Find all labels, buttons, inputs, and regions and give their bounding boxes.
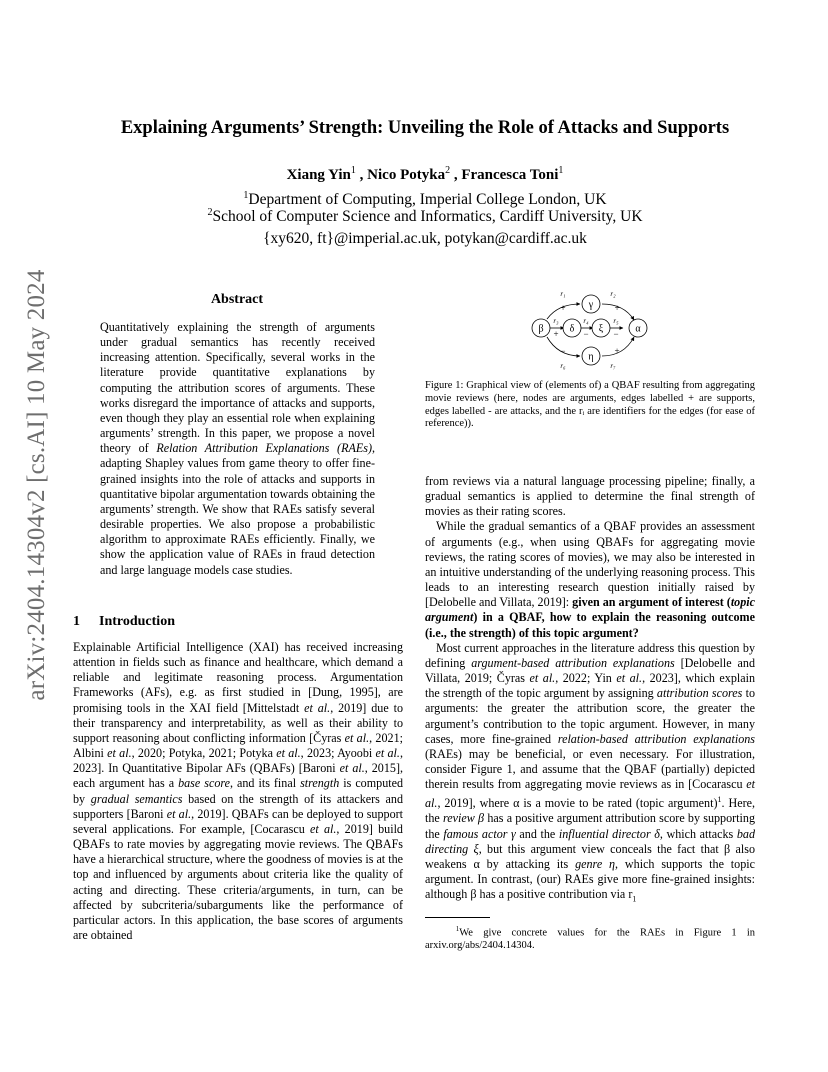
text-run: attribution scores (656, 686, 743, 701)
text-run: base score (178, 776, 230, 791)
label-r3: r₃ (553, 317, 559, 325)
text-run: relation-based attribution explanations (557, 731, 755, 746)
text-run: ) in a QBAF, how to explain the reasoning outcome (i.e., the strength) of this topic argument? (425, 610, 755, 640)
paper-title: Explaining Arguments’ Strength: Unveiling the Role of Attacks and Supports (120, 118, 730, 138)
node-eta-label: η (588, 351, 594, 363)
author-affiliation-mark: 2 (445, 165, 451, 176)
author-emails: {xy620, ft}@imperial.ac.uk, potykan@cardiff.ac.uk (263, 230, 587, 247)
footnote-divider (425, 917, 490, 918)
right-paragraph-1: from reviews via a natural language processing pipeline; finally, a gradual semantics is applied to determine the final strength of movies as their rating scores. (425, 474, 755, 519)
sign-r2: + (614, 303, 620, 313)
section-number: 1 (73, 614, 80, 629)
abstract-body (100, 320, 375, 578)
text-run: argument-based attribution explanations (471, 655, 675, 670)
right-paragraph-2: While the gradual semantics of a QBAF provides an assessment of arguments (e.g., when using QBAFs for aggregating movie reviews, the rating scores of movies), we may also be interested in an intuitive understanding of the underlying reasoning process. This leads to an interesting research question initially raised by [Delobelle and Villata, 2019]: given an argument of interest (topic argument) in a QBAF, how to explain the reasoning outcome (i.e., the strength) of this topic argument? (425, 519, 755, 640)
node-xi-label: ξ (598, 323, 604, 335)
author-name: Nico Potyka (367, 167, 446, 183)
sign-r6: − (560, 346, 566, 356)
label-r2: r₂ (610, 290, 616, 298)
author-list: Xiang Yin$^1$ , Nico Potyka$^2$ , Francesca Toni$^1$ (286, 165, 564, 183)
author-affiliation-mark: 1 (350, 165, 356, 176)
node-alpha-label: α (635, 323, 641, 335)
text-run: gradual semantics (90, 791, 183, 806)
text-run: et al. (304, 700, 331, 715)
section-heading-introduction (73, 614, 175, 630)
text-run: bad directing ξ (425, 826, 755, 856)
text-run: et al. (107, 746, 132, 761)
node-delta-label: δ (569, 323, 575, 335)
text-run: strength (300, 776, 340, 791)
text-run: et al. (310, 821, 337, 836)
sign-r1: + (560, 303, 566, 313)
text-run: topic argument (425, 595, 755, 625)
text-run: 1 (632, 894, 637, 904)
author-name: Francesca Toni (461, 167, 559, 183)
sign-r5: − (613, 329, 619, 339)
label-r6: r₆ (560, 362, 566, 370)
text-run: given an argument of interest ( (572, 595, 731, 610)
sign-r3: + (553, 329, 559, 339)
text-run: review β (443, 811, 485, 826)
text-run: genre η (575, 856, 616, 871)
sign-r7: + (614, 346, 620, 356)
section-title: Introduction (99, 614, 175, 629)
footnote (425, 923, 755, 953)
right-column-body (425, 474, 755, 907)
label-r7: r₇ (610, 362, 616, 370)
author-affiliation-mark: 1 (558, 165, 564, 176)
sign-r4: − (583, 329, 589, 339)
affiliation-2 (60, 207, 790, 226)
footnote-mark: 1 (455, 925, 460, 933)
text-run: Relation Attribution Explanations (RAEs) (156, 441, 372, 456)
text-run: et al. (344, 730, 370, 745)
arxiv-sidebar-stamp (18, 269, 56, 701)
text-run: 1 (717, 795, 722, 805)
text-run: et al. (166, 806, 192, 821)
affiliation-2-text: School of Computer Science and Informatics, Cardiff University, UK (212, 208, 643, 226)
text-run: et al. (375, 746, 400, 761)
label-r5: r₅ (613, 317, 619, 325)
introduction-paragraph: Explainable Artificial Intelligence (XAI) has received increasing attention in fields such as finance and healthcare, which demand a reliable and legitimate reasoning process. Argumentation Frameworks (AFs), e.g. as first studied in [Dung, 1995], are promising tools in the XAI field [Mittelstadt et al., 2019] due to their transparency and interpretability, as well as their ability to support reasoning about conflicting information [Čyras et al., 2021; Albini et al., 2020; Potyka, 2021; Potyka et al., 2023; Ayoobi et al., 2023]. In Quantitative Bipolar AFs (QBAFs) [Baroni et al., 2015], each argument has a base score, and its final strength is computed by gradual semantics based on the strength of its attackers and supporters [Baroni et al., 2019]. QBAFs can be deployed to support several applications. For example, [Cocarascu et al., 2019] build QBAFs to rate movies by aggregating movie reviews. The QBAFs have a hierarchical structure, where the goodness of movies is at the top and influenced by arguments about criteria like the quality of acting and directing. These criteria/arguments, in turn, can be affected by subcriteria/subarguments like the performance of particular actors. In this application, the base scores of arguments are obtained (73, 640, 404, 942)
author-name: Xiang Yin (286, 167, 351, 183)
qbaf-figure (520, 286, 670, 372)
introduction-body (73, 640, 403, 943)
text-run: et al. (529, 671, 556, 686)
text-run: influential director δ (558, 826, 660, 841)
affiliation-1-mark: 1 (243, 190, 249, 201)
affiliation-1-text: Department of Computing, Imperial College London, UK (248, 191, 607, 209)
label-r4: r₄ (583, 317, 589, 325)
abstract-paragraph: Quantitatively explaining the strength of arguments under gradual semantics has recently received increasing attention. Specifically, several works in the literature provide quantitative explanations by computing the attribution scores of arguments. These works disregard the importance of attacks and supports, even though they play an essential role when explaining arguments’ strength. In this paper, we propose a novel theory of Relation Attribution Explanations (RAEs), adapting Shapley values from game theory to offer fine-grained insights into the role of attacks and supports in quantitative bipolar argumentation towards obtaining the arguments’ strength. We show that RAEs satisfy several desirable properties. We also propose a probabilistic algorithm to approximate RAEs efficiently. Finally, we show the application value of RAEs in fraud detection and large language models case studies. (100, 320, 375, 577)
arxiv-identifier: arXiv:2404.14304v2 [cs.AI] 10 May 2024 (23, 269, 50, 701)
abstract-heading: Abstract (210, 292, 264, 307)
text-run: et al. (276, 746, 301, 761)
node-gamma-label: γ (588, 299, 594, 311)
node-beta-label: β (538, 323, 544, 335)
text-run: et al. (425, 777, 755, 811)
affiliation-2-mark: 2 (207, 207, 213, 218)
text-run: et al. (616, 671, 643, 686)
figure-caption: Figure 1: Graphical view of (elements of) a QBAF resulting from aggregating movie reviews (here, nodes are arguments, edges labelled + are supports, edges labelled - are attacks, and the rᵢ are identifiers for the edges (for ease of reference)). (425, 380, 755, 430)
footnote-text: We give concrete values for the RAEs in Figure 1 in arxiv.org/abs/2404.14304. (425, 927, 756, 952)
right-paragraph-3: Most current approaches in the literature address this question by defining argument-based attribution explanations [Delobelle and Villata, 2019; Čyras et al., 2022; Yin et al., 2023], which explain the strength of the topic argument by assigning attribution scores to arguments: the greater the attribution score, the greater the argument’s contribution to the topic argument. However, in many cases, more fine-grained relation-based attribution explanations (RAEs) may be beneficial, or even necessary. For illustration, consider Figure 1, and assume that the QBAF (partially) depicted therein results from aggregating movie reviews as in [Cocarascu et al., 2019], where α is a movie to be rated (topic argument)$^1$. Here, the review β has a positive argument attribution score by supporting the famous actor γ and the influential director δ, which attacks bad directing ξ, but this argument view conceals the fact that β also weakens α by attacking its genre η, which supports the topic argument. In contrast, (our) RAEs give more fine-grained insights: although β has a positive contribution via $r_1$ (425, 640, 756, 904)
label-r1: r₁ (560, 290, 566, 298)
text-run: et al. (339, 761, 365, 776)
text-run: famous actor γ (443, 826, 516, 841)
